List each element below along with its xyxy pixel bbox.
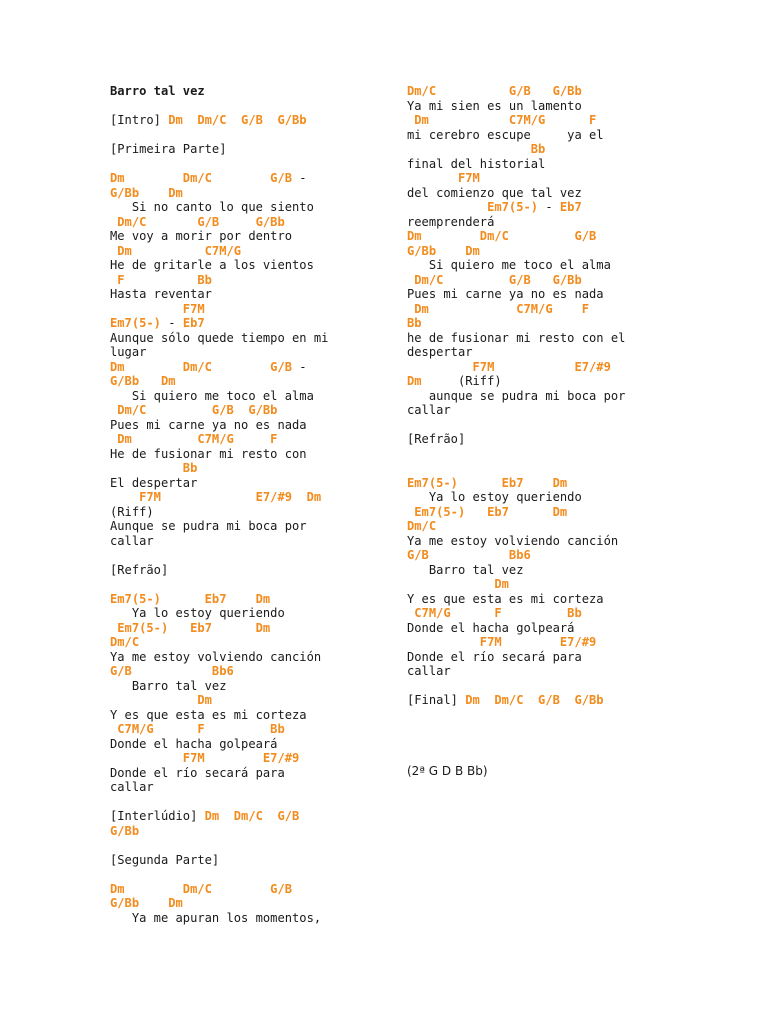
blank-line [110,867,328,882]
chord-line: Bb [407,316,422,330]
blank-line [110,795,328,810]
lyric-line: despertar [407,345,473,359]
lyric-line: Ya me estoy volviendo canción [407,533,619,548]
song-title: Barro tal vez [110,84,205,98]
chord-segment: Dm Dm/C G/B [110,171,293,185]
lyric-line: callar [110,533,154,548]
chord-segment: Em7(5-) [110,316,161,330]
lyric-line: Ya me apuran los momentos, [110,910,322,925]
chord-line: F7M [110,301,205,316]
lyric-line: Ya lo estoy queriendo [407,490,582,504]
chord-line: G/Bb Dm [110,185,183,200]
text-segment: [Intro] [110,113,169,127]
chord-line: F7M E7/#9 Dm [110,490,322,504]
blank-line [407,679,625,694]
blank-line [110,577,328,592]
mixed-line [110,360,328,375]
text-segment: - [538,200,560,214]
chord-line: Dm Dm/C G/B [110,881,293,896]
lyric-line: Donde el río secará para [407,649,582,664]
lyric-line: Ya lo estoy queriendo [110,606,285,620]
blank-line [110,99,328,114]
mixed-line [110,113,328,128]
mixed-line [407,200,625,215]
text-segment: - [160,316,183,330]
text-segment: - [292,171,307,185]
text-segment: [Interlúdio] [110,809,205,823]
chord-line: Dm/C G/B G/Bb [407,272,582,287]
left-column [110,84,328,925]
chord-line: C7M/G F Bb [110,722,285,736]
chord-line: G/Bb Dm [110,896,183,910]
mixed-line [110,316,328,331]
lyric-line: Si quiero me toco el alma [110,388,314,403]
lyric-line: aunque se pudra mi boca por [407,388,626,403]
chord-line: F Bb [110,272,212,287]
lyric-line: Barro tal vez [407,562,524,577]
lyric-line: mi cerebro escupe ya el [407,127,604,142]
chord-line: Dm C7M/G [110,243,242,258]
tuning-note: (2ª G D B Bb) [407,764,488,778]
chord-line: Dm C7M/G F [110,432,278,446]
lyric-line: Pues mi carne ya no es nada [110,417,307,432]
lyric-line: Si no canto lo que siento [110,200,314,214]
chord-line: G/Bb [110,823,140,838]
chord-line: Dm/C G/B G/Bb [110,214,285,229]
lyric-line: reemprenderá [407,214,495,229]
chord-line: G/B Bb6 [110,664,234,678]
lyric-line: Y es que esta es mi corteza [110,707,307,722]
chord-line: Dm Dm/C G/B [407,229,597,243]
chord-line: Em7(5-) Eb7 Dm [110,620,271,635]
lyric-line: [Primeira Parte] [110,142,227,156]
chord-segment: Dm [407,374,422,388]
chord-line: Bb [110,461,198,475]
chord-line: G/Bb Dm [407,243,480,258]
chord-line: Em7(5-) Eb7 Dm [110,591,271,606]
chord-line: F7M E7/#9 [110,751,300,765]
right-column [407,84,625,708]
mixed-line [110,809,328,824]
blank-line [407,418,625,433]
blank-line [110,157,328,172]
chord-line: Em7(5-) Eb7 Dm [407,475,568,490]
chord-line: F7M [407,171,480,185]
chord-segment: Em7(5-) [407,200,539,214]
lyric-line: Donde el río secará para [110,765,285,780]
lyric-line: callar [407,664,451,678]
chord-line: F7M E7/#9 [407,635,597,649]
chord-line: Dm/C G/B G/Bb [110,403,278,417]
text-segment: [Final] [407,693,466,707]
lyric-line: Pues mi carne ya no es nada [407,287,604,301]
lyric-line: lugar [110,345,147,359]
lyric-line: Hasta reventar [110,287,212,301]
blank-line [407,461,625,476]
lyric-line: [Refrão] [110,562,169,577]
lyric-line: He de gritarle a los vientos [110,258,314,272]
blank-line [110,548,328,563]
lyric-line: (Riff) [110,504,154,519]
chord-line: Dm [407,577,509,591]
lyric-line: he de fusionar mi resto con el [407,330,626,345]
chord-line: Dm C7M/G F [407,113,597,127]
lyric-line: Y es que esta es mi corteza [407,591,604,606]
chord-segment: Dm Dm/C G/B G/Bb [465,693,604,707]
lyric-line: callar [110,780,154,794]
mixed-line [407,693,625,708]
chord-line: F7M E7/#9 [407,359,611,374]
lyric-line: Donde el hacha golpeará [110,736,278,751]
lyric-line: callar [407,403,451,417]
blank-line [110,838,328,853]
chord-segment: Dm Dm/C G/B G/Bb [168,113,307,127]
blank-line [407,447,625,462]
chord-line: Dm/C [110,635,140,649]
chord-line: Em7(5-) Eb7 Dm [407,504,568,519]
chord-line: G/Bb Dm [110,374,176,388]
chord-line: Dm/C [407,519,437,533]
chord-line: Dm C7M/G F [407,301,590,316]
lyric-line: He de fusionar mi resto con [110,446,307,461]
lyric-line: [Refrão] [407,432,466,446]
chord-line: Dm/C G/B G/Bb [407,84,582,98]
lyric-line: [Segunda Parte] [110,852,220,867]
chord-line: C7M/G F Bb [407,606,582,620]
lyric-line: Ya me estoy volviendo canción [110,649,322,664]
lyric-line: Aunque sólo quede tiempo en mi [110,330,329,345]
lyric-line: Aunque se pudra mi boca por [110,519,307,533]
lyric-line: Me voy a morir por dentro [110,229,293,243]
text-segment: (Riff) [421,374,502,388]
lyric-line: El despertar [110,475,198,490]
chord-line: Bb [407,142,546,156]
chord-segment: Eb7 [559,200,582,214]
text-segment: - [292,359,307,374]
mixed-line [407,374,625,389]
chord-segment: Dm Dm/C G/B [204,809,300,823]
blank-line [110,128,328,143]
lyric-line: Si quiero me toco el alma [407,258,611,272]
chord-segment: Dm Dm/C G/B [110,359,293,374]
chord-line: G/B Bb6 [407,548,531,562]
lyric-line: Ya mi sien es un lamento [407,98,582,113]
lyric-line: del comienzo que tal vez [407,185,582,200]
mixed-line [110,171,328,186]
lyric-line: Donde el hacha golpeará [407,620,575,635]
chord-line: Dm [110,693,212,707]
lyric-line: Barro tal vez [110,678,227,693]
chord-segment: Eb7 [182,316,205,330]
lyric-line: final del historial [407,156,546,171]
